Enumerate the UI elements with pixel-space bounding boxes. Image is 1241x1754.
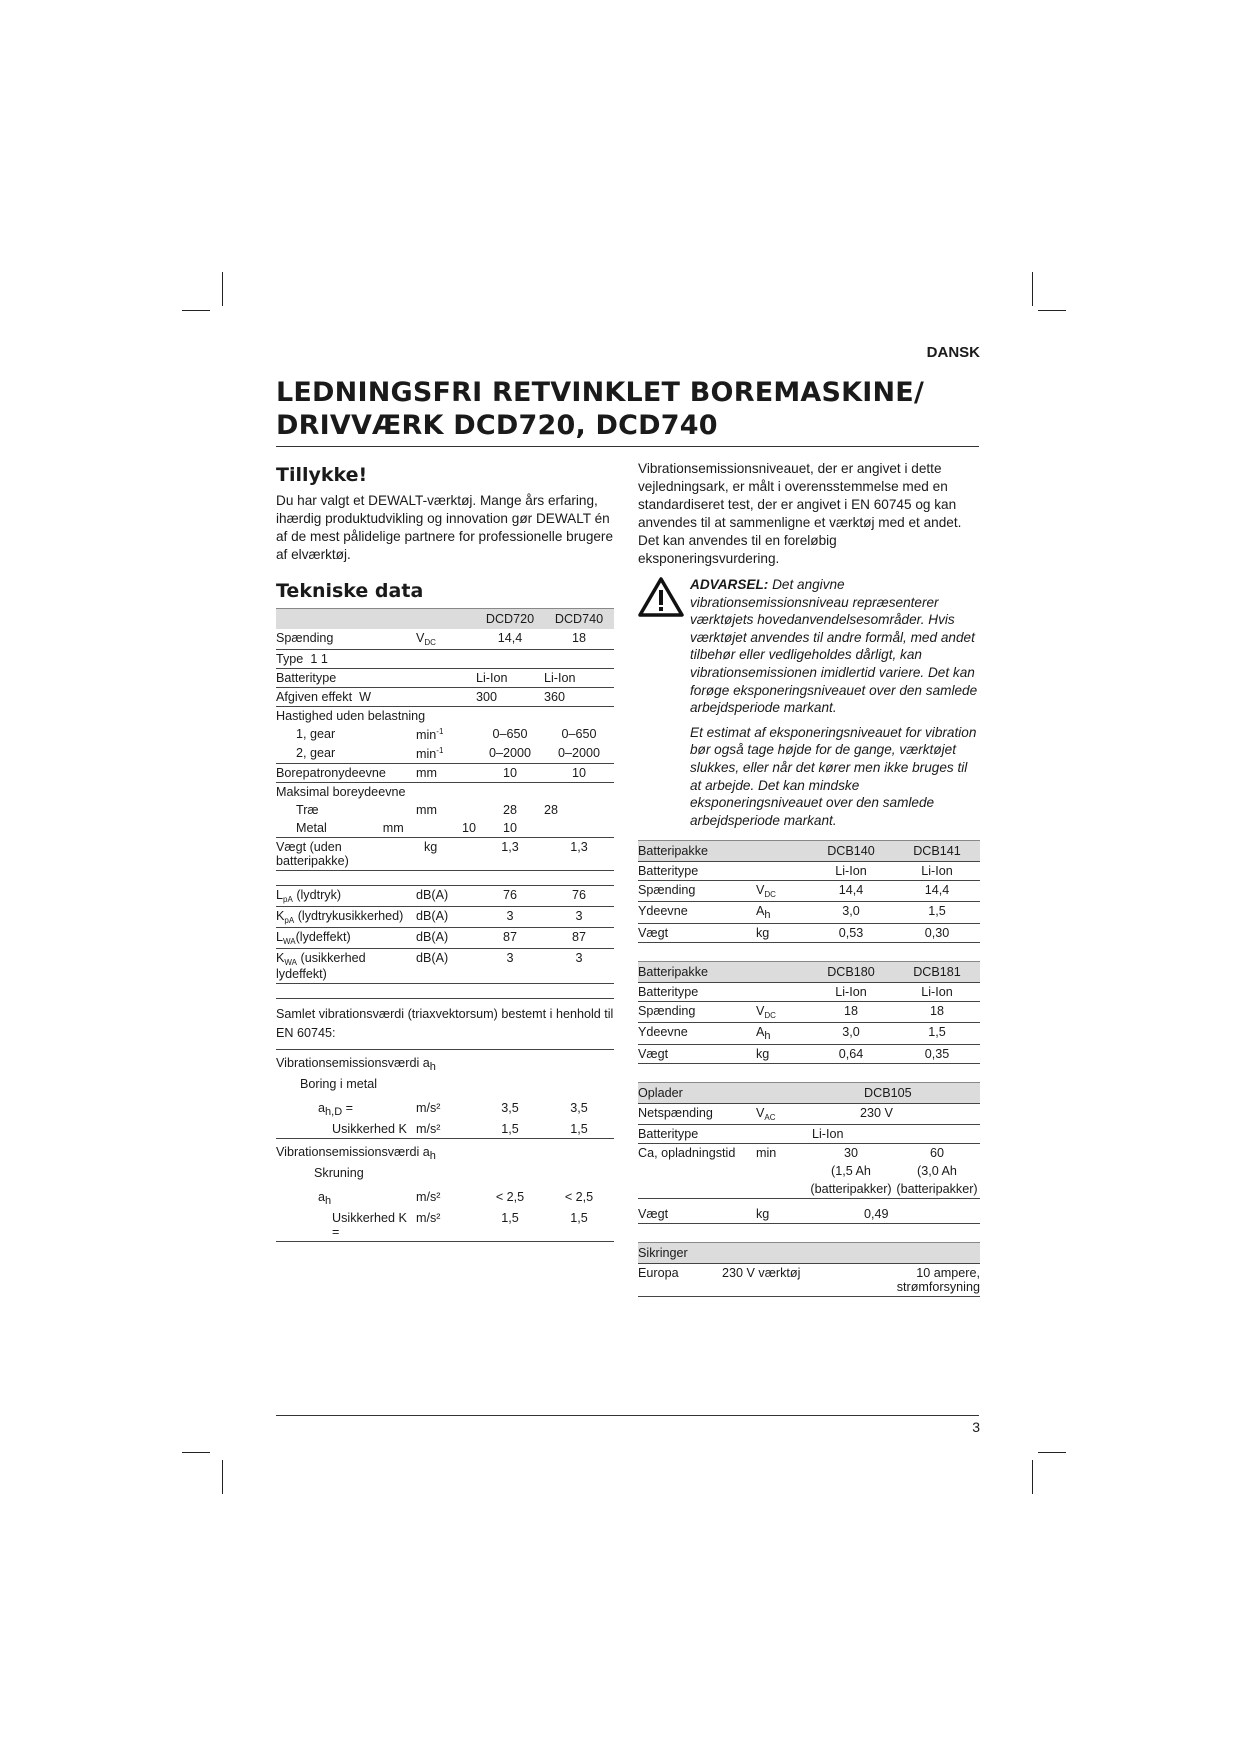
left-column (276, 458, 614, 1242)
footer-rule (276, 1415, 979, 1416)
page-number: 3 (972, 1419, 980, 1435)
table-row: Vægt kg 0,64 0,35 (638, 1045, 980, 1064)
table-header: DCD720 DCD740 (276, 609, 614, 630)
table-row: (batteripakker) (batteripakker) (638, 1180, 980, 1199)
table-row: Batteritype Li-Ion (638, 1125, 980, 1144)
table-row: Vægt (uden batteripakke) kg 1,3 1,3 (276, 838, 614, 871)
table-row: Spænding $V_{DC}$ 14,4 18 (276, 629, 614, 650)
fuses-table (638, 1242, 980, 1297)
crop-mark (1038, 1452, 1066, 1453)
table-row: Vægt kg 0,49 (638, 1199, 980, 1224)
title-rule (276, 446, 979, 447)
table-row: Hastighed uden belastning (276, 709, 426, 723)
table-row: 2, gear $\min^{-1}$ 0–2000 0–2000 (276, 744, 614, 764)
tech-data-table (276, 608, 614, 1242)
vibration-text: Vibrationsemissionsniveauet, der er angivet i dette vejledningsark, er målt i overensstemmelse med en standardiseret test, der er angivet i EN 60745 og kan anvendes til at sammenligne et værktøj med et andet. Det kan anvendes til en foreløbig eksponeringsvurdering. (638, 461, 962, 566)
table-row: Europa 230 V værktøj 10 ampere, strømforsyning (638, 1264, 980, 1297)
battery-table-1 (638, 840, 980, 957)
table-row: ah,D = m/s² 3,5 3,5 (318, 1101, 588, 1118)
table-row: Vægt kg 0,53 0,30 (638, 924, 980, 943)
crop-mark (222, 1460, 223, 1494)
table-row: Netspænding $V_{AC}$ 230 V (638, 1104, 980, 1125)
table-row: Ydeevne Ah 3,0 1,5 (638, 902, 980, 924)
warning-icon (638, 576, 690, 836)
table-row: Ydeevne Ah 3,0 1,5 (638, 1023, 980, 1045)
crop-mark (182, 310, 210, 311)
table-header: Batteripakke DCB180 DCB181 (638, 962, 980, 983)
table-row: Type 1 1 (276, 650, 614, 669)
table-row: Spænding $V_{DC}$ 18 18 (638, 1002, 980, 1023)
table-row: $K_{pA}$ (lydtrykusikkerhed) dB(A) 3 3 (276, 907, 614, 928)
congrats-text: Du har valgt et DEWALT-værktøj. Mange års erfaring, ihærdig produktudvikling og innovation gør DEWALT én af de mest pålidelige partnere for professionelle brugere af elværktøj. (276, 493, 614, 562)
warning-text-2: Et estimat af eksponeringsniveauet for vibration bør også tage højde for de gange, værktøjet slukkes, eller når det kører men ikke bruges til at arbejde. Det kan mindske eksponeringsniveauet over den samlede arbejdsperiode markant. (690, 724, 977, 828)
table-row: Træ mm 28 28 (296, 803, 559, 817)
table-row: Batteritype Li-Ion Li-Ion (276, 669, 614, 688)
warning-label: ADVARSEL: (690, 577, 769, 592)
crop-mark (222, 272, 223, 306)
table-header: Sikringer (638, 1243, 980, 1264)
table-row: $L_{WA}(lydeffekt)$ dB(A) 87 87 (276, 928, 614, 949)
table-row: 1, gear $\min^{-1}$ 0–650 0–650 (296, 727, 597, 742)
crop-mark (182, 1452, 210, 1453)
crop-mark (1032, 1460, 1033, 1494)
table-row: Usikkerhed K = m/s² 1,5 1,5 (276, 1209, 614, 1242)
page-title: LEDNINGSFRI RETVINKLET BOREMASKINE/ DRIVVÆRK DCD720, DCD740 (276, 377, 925, 441)
table-row: Spænding $V_{DC}$ 14,4 14,4 (638, 881, 980, 902)
table-row: Boring i metal (300, 1077, 377, 1091)
crop-mark (1032, 272, 1033, 306)
table-row: (1,5 Ah (3,0 Ah (831, 1164, 957, 1179)
table-row: Maksimal boreydeevne (276, 785, 406, 799)
right-column (638, 458, 980, 1297)
table-row: $L_{pA}$ (lydtryk) dB(A) 76 76 (276, 886, 614, 907)
table-header: Oplader DCB105 (638, 1083, 980, 1104)
table-row: Skruning (314, 1166, 364, 1180)
congrats-heading: Tillykke! (276, 464, 368, 486)
table-row: ah m/s² < 2,5 < 2,5 (318, 1190, 594, 1207)
warning-block (638, 576, 980, 836)
table-row: Ca, opladningstid min 30 60 (638, 1146, 944, 1161)
battery-table-2 (638, 961, 980, 1078)
table-row: Samlet vibrationsværdi (triaxvektorsum) bestemt i henhold til EN 60745: (276, 999, 614, 1050)
table-row: Vibrationsemissionsværdi ah (276, 1056, 436, 1073)
table-header: Batteripakke DCB140 DCB141 (638, 841, 980, 862)
table-row: Batteritype Li-Ion Li-Ion (638, 983, 980, 1002)
table-row: Borepatronydeevne mm 10 10 (276, 764, 614, 783)
table-row: Usikkerhed K m/s² 1,5 1,5 (276, 1120, 614, 1139)
warning-text-1: Det angivne vibrationsemissionsniveau repræsenterer værktøjets hovedanvendelsesområder. Hvis værktøjet anvendes til andre formål, med andet tilbehør eller vedligeholdes dårligt, kan vibrationsemissionen imidlertid variere. Det kan forøge eksponeringsniveauet over den samlede arbejdsperiode markant. (690, 577, 978, 716)
table-row: Metal mm 10 10 (276, 819, 614, 838)
table-row: Vibrationsemissionsværdi ah (276, 1145, 436, 1162)
language-label: DANSK (926, 344, 980, 361)
table-row: Batteritype Li-Ion Li-Ion (638, 862, 980, 881)
charger-table (638, 1082, 980, 1238)
table-row: Afgiven effekt W 300 360 (276, 688, 614, 707)
table-row: $K_{WA}$ (usikkerhed lydeffekt) dB(A) 3 3 (276, 949, 614, 984)
tech-data-heading: Tekniske data (276, 580, 424, 602)
crop-mark (1038, 310, 1066, 311)
